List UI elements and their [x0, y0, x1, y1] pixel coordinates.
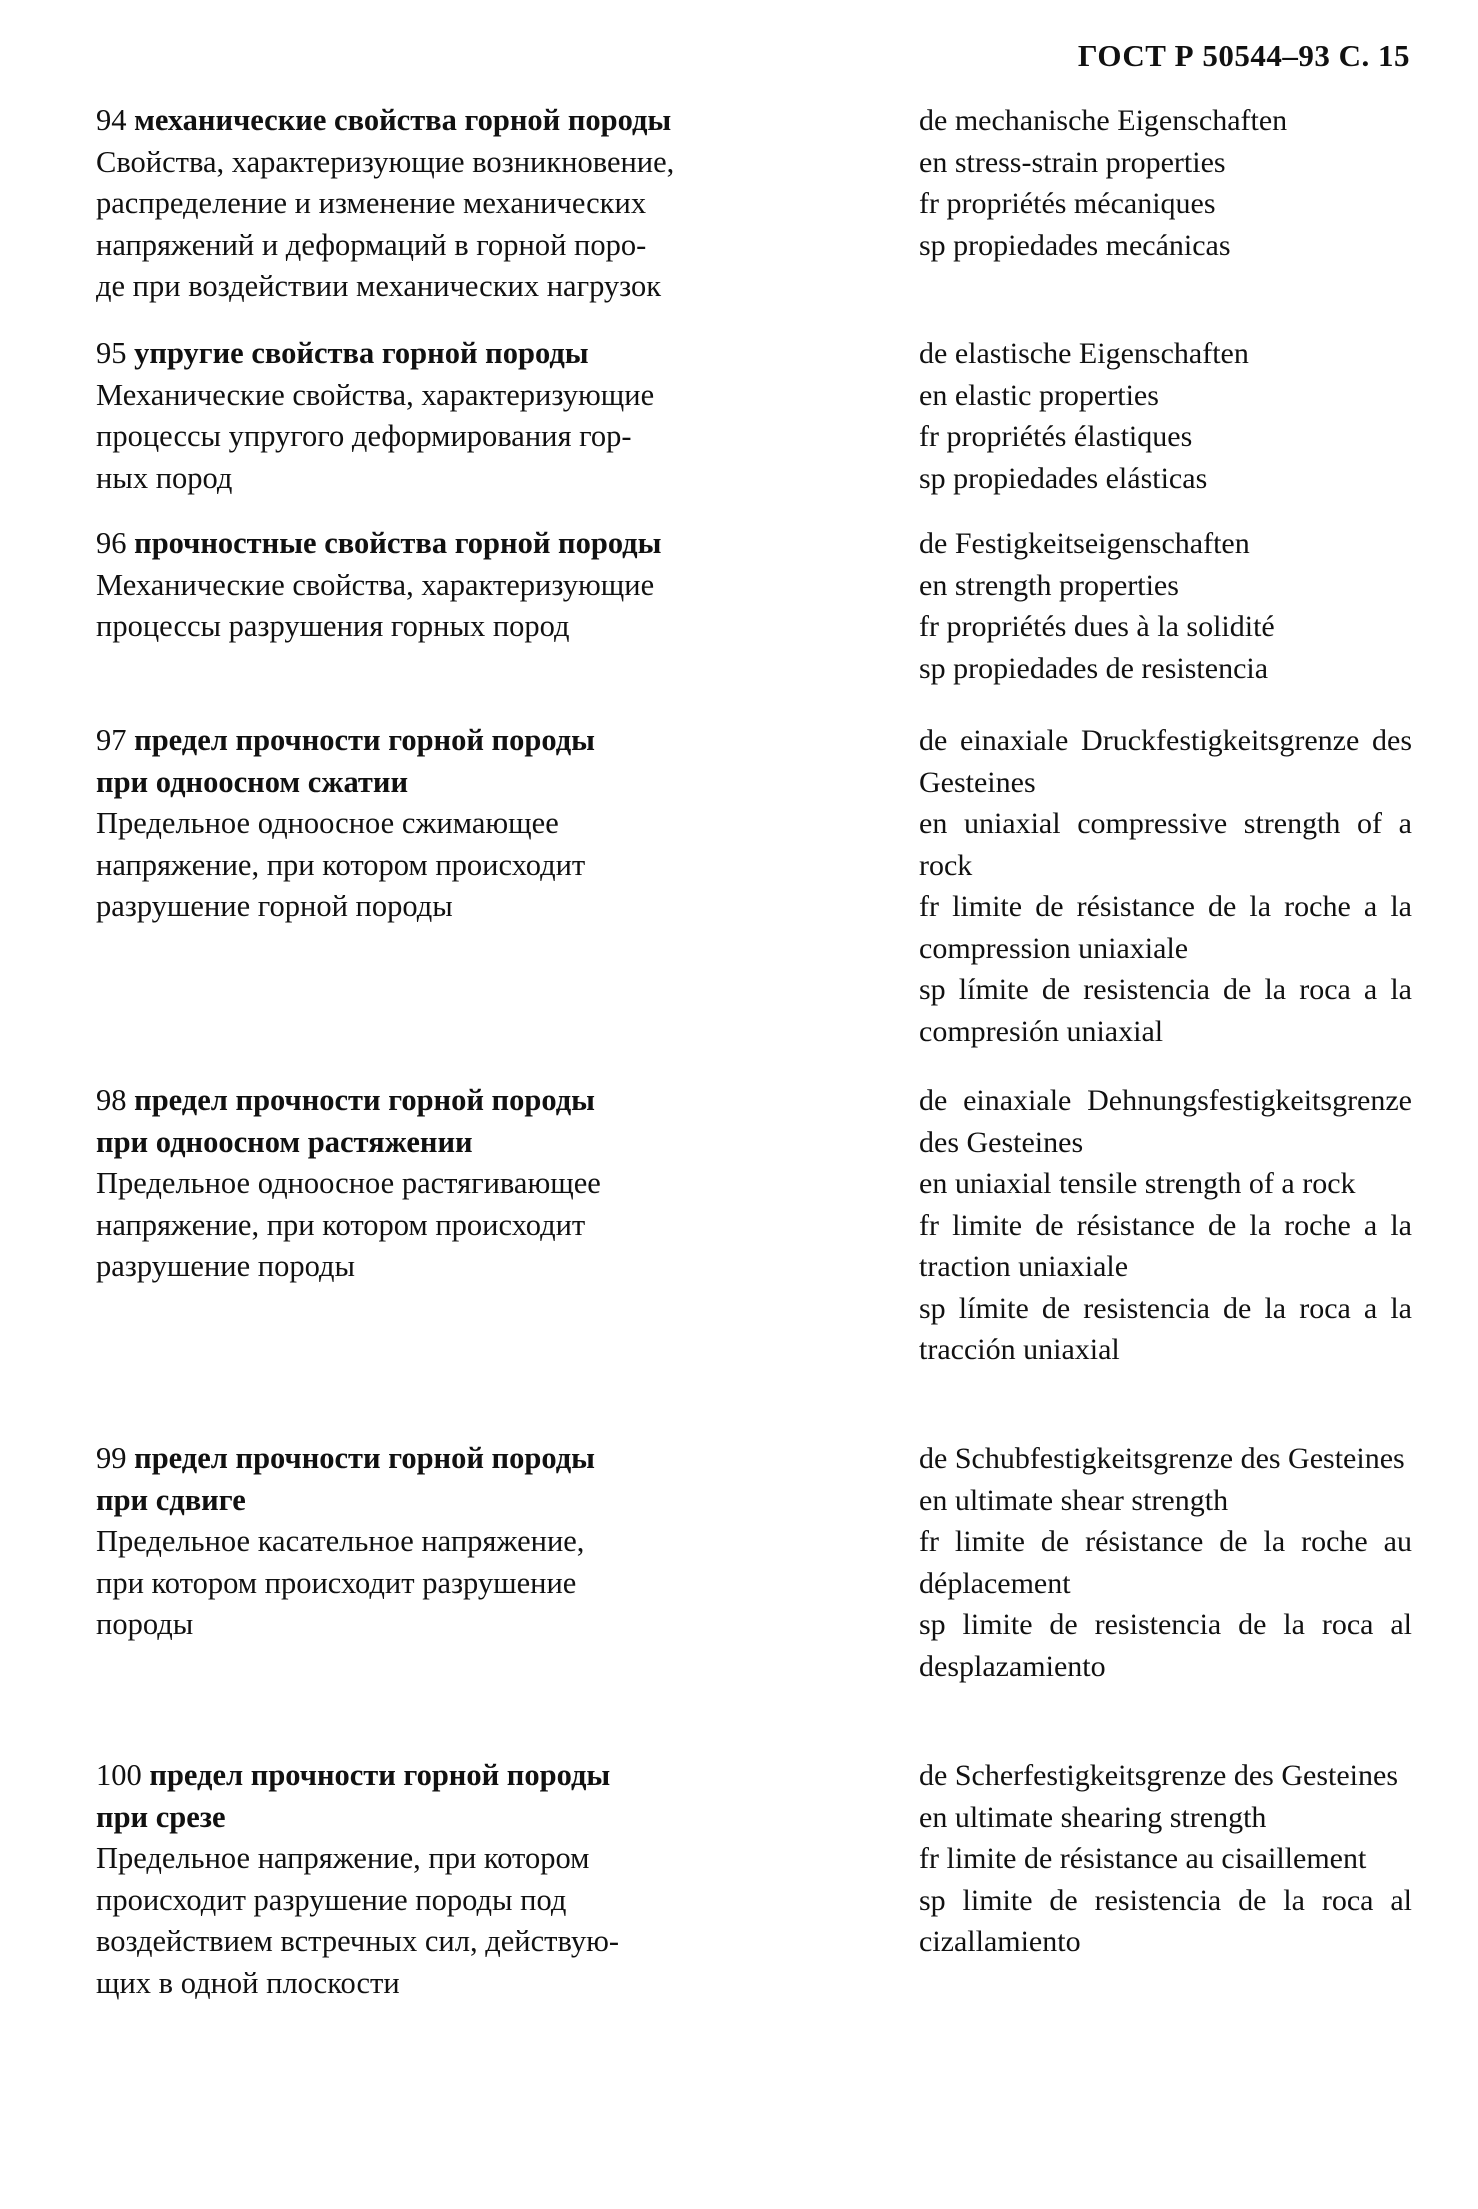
term-number: 97 [96, 723, 127, 757]
translation-fr: fr propriétés dues à la solidité [919, 610, 1275, 643]
russian-column [96, 720, 816, 928]
russian-column [96, 523, 816, 648]
translation-en: en strength properties [919, 568, 1179, 602]
translation-fr: fr propriétés élastiques [919, 420, 1193, 453]
term-title: предел прочности горной породы при сдвиге [96, 1441, 595, 1517]
term-definition: Механические свойства, характеризующие процессы разрушения горных пород [96, 567, 655, 643]
term-number: 94 [96, 103, 127, 137]
term-heading [96, 523, 816, 565]
page-header: ГОСТ Р 50544–93 С. 15 [1077, 38, 1410, 73]
term-definition: Механические свойства, характеризующие процессы упругого деформирования гор- ных пород [96, 377, 655, 495]
translation-de: de Scherfestigkeitsgrenze des Gesteines [919, 1759, 1398, 1792]
translation-sp: sp limite de resistencia de la roca al cizallamiento [919, 1883, 1412, 1958]
translation-de: de Schubfestigkeitsgrenze des Gesteines [919, 1442, 1405, 1475]
term-number: 95 [96, 336, 127, 370]
term-definition: Предельное одноосное сжимающее напряжение, при котором происходит разрушение горной породы [96, 806, 586, 923]
term-heading [96, 1080, 816, 1163]
russian-column [96, 1755, 816, 2004]
translations-column [919, 333, 1412, 499]
translation-de: de elastische Eigenschaften [919, 337, 1249, 370]
translation-sp: sp propiedades elásticas [919, 461, 1208, 495]
russian-column [96, 1438, 816, 1646]
term-title: механические свойства горной породы [134, 103, 672, 137]
term-heading [96, 1438, 816, 1521]
term-title: предел прочности горной породы при срезе [96, 1758, 611, 1834]
translations-column [919, 1438, 1412, 1687]
translation-en: en stress-strain properties [919, 145, 1226, 179]
term-heading [96, 720, 816, 803]
term-definition: Предельное напряжение, при котором происходит разрушение породы под воздействием встречных сил, действую- щих в одной плоскости [96, 1841, 620, 2000]
translation-de: de mechanische Eigenschaften [919, 104, 1288, 137]
translation-fr: fr limite de résistance de la roche a la compression uniaxiale [919, 890, 1412, 965]
translation-en: en ultimate shearing strength [919, 1800, 1267, 1834]
term-heading [96, 333, 816, 375]
translations-column [919, 1080, 1412, 1371]
term-heading [96, 1755, 816, 1838]
translations-column [919, 720, 1412, 1052]
term-number: 100 [96, 1758, 142, 1792]
russian-column [96, 1080, 816, 1288]
translation-sp: sp límite de resistencia de la roca a la tracción uniaxial [919, 1291, 1412, 1366]
term-title: предел прочности горной породы при одноосном растяжении [96, 1083, 595, 1159]
translation-en: en uniaxial tensile strength of a rock [919, 1167, 1356, 1200]
translation-fr: fr propriétés mécaniques [919, 187, 1216, 220]
term-heading [96, 100, 816, 142]
term-number: 96 [96, 526, 127, 560]
term-definition: Предельное касательное напряжение, при котором происходит разрушение породы [96, 1524, 585, 1641]
term-number: 99 [96, 1441, 127, 1475]
translation-de: de Festigkeitseigenschaften [919, 527, 1250, 560]
translation-de: de einaxiale Dehnungsfestigkeitsgrenze des Gesteines [919, 1084, 1412, 1159]
translation-fr: fr limite de résistance de la roche a la traction uniaxiale [919, 1208, 1412, 1283]
term-definition: Свойства, характеризующие возникновение, распределение и изменение механических напряжений и деформаций в горной поро- де при воздействии механических нагрузок [96, 144, 675, 303]
translation-en: en elastic properties [919, 378, 1159, 412]
translations-column [919, 1755, 1412, 1963]
translation-sp: sp propiedades de resistencia [919, 651, 1269, 685]
russian-column [96, 333, 816, 499]
translation-fr: fr limite de résistance de la roche au déplacement [919, 1525, 1412, 1600]
translation-sp: sp límite de resistencia de la roca a la compresión uniaxial [919, 973, 1412, 1048]
translations-column [919, 100, 1412, 266]
translation-sp: sp limite de resistencia de la roca al desplazamiento [919, 1608, 1412, 1683]
translation-fr: fr limite de résistance au cisaillement [919, 1842, 1367, 1875]
term-definition: Предельное одноосное растягивающее напряжение, при котором происходит разрушение породы [96, 1166, 601, 1283]
term-title: упругие свойства горной породы [134, 336, 589, 370]
translation-en: en uniaxial compressive strength of a rock [919, 807, 1412, 882]
term-number: 98 [96, 1083, 127, 1117]
term-title: предел прочности горной породы при одноосном сжатии [96, 723, 595, 799]
translation-sp: sp propiedades mecánicas [919, 228, 1231, 262]
russian-column [96, 100, 816, 308]
term-title: прочностные свойства горной породы [134, 526, 662, 560]
translation-de: de einaxiale Druckfestigkeitsgrenze des Gesteines [919, 724, 1412, 799]
translation-en: en ultimate shear strength [919, 1483, 1229, 1517]
translations-column [919, 523, 1412, 689]
